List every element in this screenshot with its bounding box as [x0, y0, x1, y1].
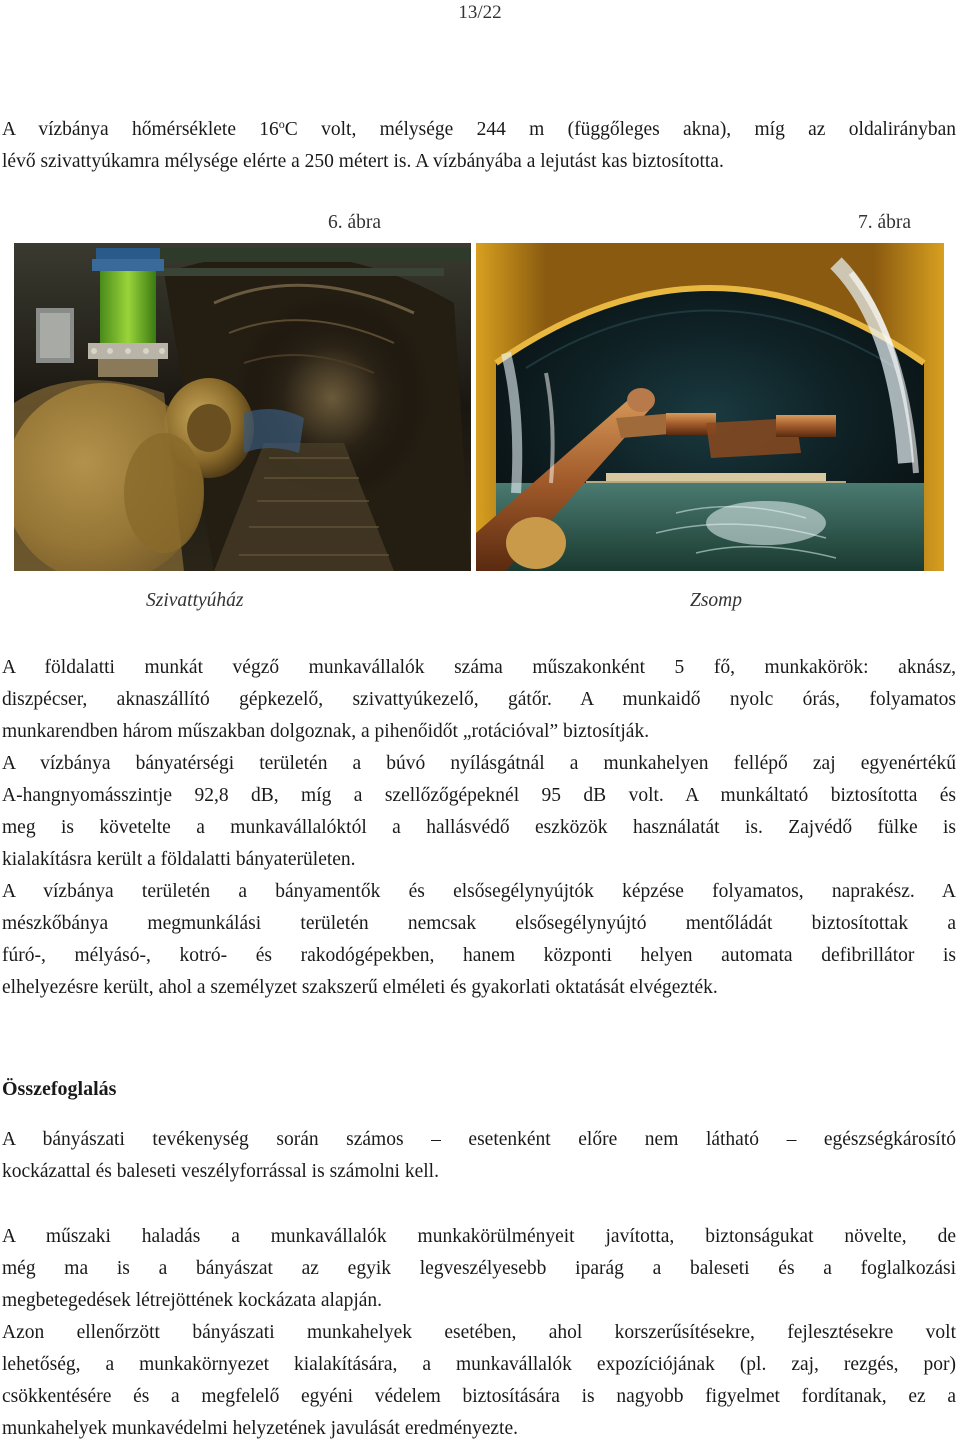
summary-line: kockázattal és baleseti veszélyforrással is számolni kell.	[2, 1161, 439, 1182]
page-number: 13/22	[458, 2, 502, 23]
intro-line-2: lévő szivattyúkamra mélysége elérte a 250 métert is. A vízbányába a lejutást kas biztosította.	[2, 151, 724, 172]
body-line: mészkőbánya megmunkálási területén nemcsak elsősegélynyújtó mentőládát biztosítottak a	[2, 913, 956, 934]
summary-line: lehetőség, a munkakörnyezet kialakítására, a munkavállalók expozíciójának (pl. zaj, rezgés, por)	[2, 1354, 956, 1375]
body-line: fúró-, mélyásó-, kotró- és rakodógépekben, hanem központi helyen automata defibrillátor is	[2, 945, 956, 966]
body-line: munkarendben három műszakban dolgoznak, a pihenőidőt „rotációval” biztosítják.	[2, 721, 650, 742]
body-line: A vízbánya bányatérségi területén a búvó nyílásgátnál a munkahelyen fellépő zaj egyenértékű	[2, 753, 956, 774]
summary-line: A bányászati tevékenység során számos – esetenként előre nem látható – egészségkárosító	[2, 1129, 956, 1150]
body-line: kialakításra került a földalatti bányaterületen.	[2, 849, 356, 870]
summary-line: csökkentésére és a megfelelő egyéni védelem biztosítására is nagyobb figyelmet fordítanak, ez a	[2, 1386, 956, 1407]
intro-line-1b: C volt, mélysége 244 m (függőleges akna), míg az oldalirányban	[284, 119, 956, 140]
pump-house-photo	[14, 243, 471, 571]
figure-7-label: 7. ábra	[858, 212, 912, 233]
summary-line: A műszaki haladás a munkavállalók munkakörülményeit javította, biztonságukat növelte, de	[2, 1226, 956, 1247]
figure-6-caption: Szivattyúház	[146, 590, 244, 611]
figure-7-caption: Zsomp	[690, 590, 743, 611]
body-line: diszpécser, aknaszállító gépkezelő, szivattyúkezelő, gátőr. A munkaidő nyolc órás, folyamatos	[2, 689, 956, 710]
summary-line: munkahelyek munkavédelmi helyzetének javulását eredményezte.	[2, 1418, 518, 1439]
body-line: A földalatti munkát végző munkavállalók száma műszakonként 5 fő, munkakörök: aknász,	[2, 657, 956, 678]
body-paragraph-1	[2, 652, 956, 1004]
intro-line-1	[2, 114, 956, 146]
sump-photo	[476, 243, 944, 571]
body-line: A vízbánya területén a bányamentők és elsősegélynyújtók képzése folyamatos, naprakész. A	[2, 881, 956, 902]
summary-heading: Összefoglalás	[2, 1078, 117, 1100]
summary-line: még ma is a bányászat az egyik legveszélyesebb iparág a baleseti és a foglalkozási	[2, 1258, 956, 1279]
degree-sup: o	[278, 117, 285, 131]
summary-paragraph-1	[2, 1124, 956, 1188]
body-line: meg is követelte a munkavállalóktól a hallásvédő eszközök használatát is. Zajvédő fülke is	[2, 817, 956, 838]
body-line: A-hangnyomásszintje 92,8 dB, míg a szellőzőgépeknél 95 dB volt. A munkáltató biztosította és	[2, 785, 956, 806]
intro-paragraph	[2, 114, 956, 178]
body-line: elhelyezésre került, ahol a személyzet szakszerű elméleti és gyakorlati oktatását elvégezték.	[2, 977, 718, 998]
summary-line: megbetegedések létrejöttének kockázata alapján.	[2, 1290, 383, 1311]
figure-6-label: 6. ábra	[328, 212, 382, 233]
summary-line: Azon ellenőrzött bányászati munkahelyek esetében, ahol korszerűsítésekre, fejlesztésekre volt	[2, 1322, 956, 1343]
intro-line-1a: A vízbánya hőmérséklete 16	[2, 119, 279, 140]
summary-paragraph-2	[2, 1221, 956, 1445]
